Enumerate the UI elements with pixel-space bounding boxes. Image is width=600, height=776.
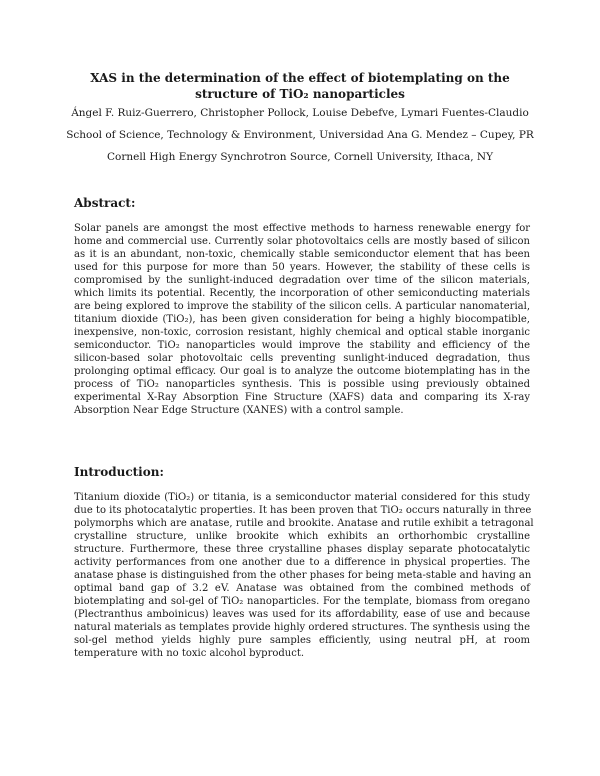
paper-title: XAS in the determination of the effect of biotemplating on the structure of TiO₂ nanoparticles (90, 71, 510, 101)
intro-line: optimal band gap of 3.2 eV. Anatase was obtained from the combined methods of (74, 583, 530, 594)
abstract-line: titanium dioxide (TiO₂), has been given consideration for being a highly biocompatible, (74, 314, 530, 325)
intro-line: anatase phase is distinguished from the other phases for being meta-stable and having an (74, 570, 532, 581)
intro-line: crystalline structure, unlike brookite which exhibits an orthorhombic crystalline (74, 531, 530, 542)
abstract-line: are being explored to improve the stability of the silicon cells. A particular nanomaterial, (74, 301, 530, 312)
author-list: Ángel F. Ruiz-Guerrero, Christopher Pollock, Louise Debefve, Lymari Fuentes-Claudio (71, 107, 529, 119)
abstract-line: semiconductor. TiO₂ nanoparticles would improve the stability and efficiency of the (74, 340, 530, 351)
abstract-line: Solar panels are amongst the most effective methods to harness renewable energy for (74, 223, 530, 234)
abstract-line: silicon-based solar photovoltaic cells preventing sunlight-induced degradation, thus (74, 353, 530, 364)
abstract-line: experimental X-Ray Absorption Fine Structure (XAFS) data and comparing its X-ray (74, 392, 530, 403)
intro-line: Titanium dioxide (TiO₂) or titania, is a semiconductor material considered for this study (74, 492, 530, 503)
abstract-line: compromised by the sunlight-induced degradation over time of the silicon materials, (74, 275, 530, 286)
intro-line: (Plectranthus amboinicus) leaves was used for its affordability, ease of use and because (74, 609, 530, 620)
intro-line: polymorphs which are anatase, rutile and brookite. Anatase and rutile exhibit a tetragonal (74, 518, 534, 529)
intro-line: structure. Furthermore, these three crystalline phases display separate photocatalytic (74, 544, 530, 555)
abstract-body (74, 222, 530, 417)
intro-line: temperature with no toxic alcohol byproduct. (74, 648, 305, 659)
intro-line: sol-gel method yields highly pure samples efficiently, using neutral pH, at room (74, 635, 530, 646)
abstract-line: as it is an abundant, non-toxic, chemically stable semiconductor element that has been (74, 249, 530, 260)
abstract-line: Absorption Near Edge Structure (XANES) with a control sample. (74, 405, 404, 416)
abstract-line: inexpensive, non-toxic, corrosion resistant, highly chemical and optical stable inorganic (74, 327, 530, 338)
abstract-line: used for this purpose for more than 50 years. However, the stability of these cells is (74, 262, 530, 273)
intro-line: natural materials as templates provide highly ordered structures. The synthesis using the (74, 622, 530, 633)
abstract-line: home and commercial use. Currently solar photovoltaics cells are mostly based of silicon (74, 236, 530, 247)
abstract-heading: Abstract: (74, 196, 136, 210)
abstract-line: prolonging optimal efficacy. Our goal is to analyze the outcome biotemplating has in the (74, 366, 530, 377)
intro-line: activity performances from one another due to a difference in physical properties. The (74, 557, 530, 568)
intro-line: due to its photocatalytic properties. It has been proven that TiO₂ occurs naturally in three (74, 505, 532, 516)
intro-line: biotemplating and sol-gel of TiO₂ nanoparticles. For the template, biomass from oregano (74, 596, 530, 607)
introduction-body (74, 491, 534, 660)
affiliation-1: School of Science, Technology & Environment, Universidad Ana G. Mendez – Cupey, PR (66, 129, 534, 141)
affiliation-2: Cornell High Energy Synchrotron Source, Cornell University, Ithaca, NY (106, 151, 494, 163)
introduction-heading: Introduction: (74, 465, 164, 479)
abstract-line: process of TiO₂ nanoparticles synthesis. This is possible using previously obtained (74, 379, 530, 390)
abstract-line: which limits its potential. Recently, the incorporation of other semiconducting materials (74, 288, 530, 299)
